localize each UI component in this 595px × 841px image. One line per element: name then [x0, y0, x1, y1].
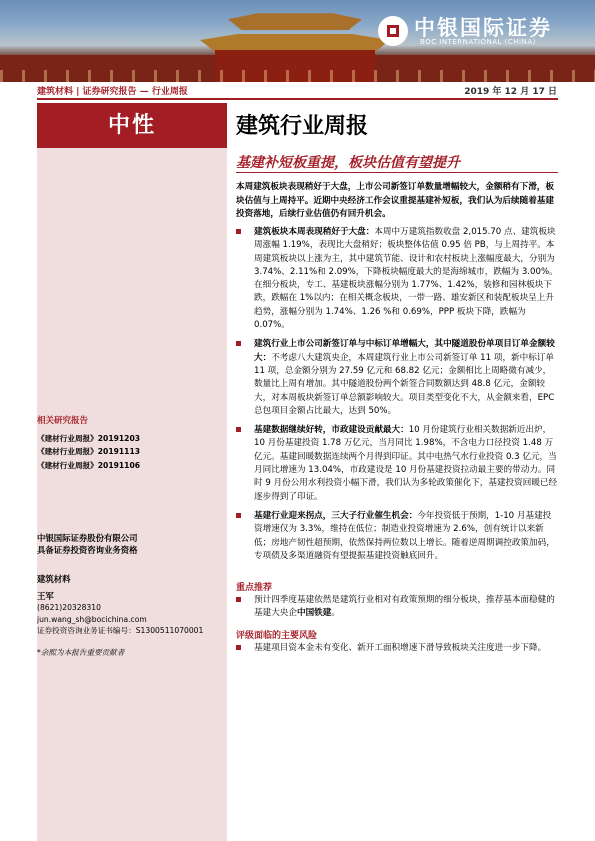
focus-heading: 重点推荐: [236, 583, 273, 593]
page-subtitle: 基建补短板重提，板块估值有望提升: [236, 155, 460, 171]
subtitle-rule: [236, 172, 558, 173]
intro-paragraph: 本周建筑板块表现稍好于大盘，上市公司新签订单数量增幅较大，金额稍有下滑，板块估值与上周持平。近期中央经济工作会议重提基建补短板，我们认为后续随着基建投资落地，后续行业估值仍有回升机会。: [236, 182, 554, 219]
analyst-sector: 建筑材料: [37, 574, 71, 584]
focus-text-post: 。: [331, 608, 340, 619]
bullet-square-icon: [236, 597, 241, 602]
key-point-text: 今年投资低于预期，1-10 月基建投资增速仅为 3.3%，维持在低位；制造业投资增速为 2.6%，创有统计以来新低；房地产韧性超预期，依然保持两位数以上增长。随着逆周期调控政策加码，专项债及多渠道融资有望提振基建投资触底回升。: [254, 510, 555, 561]
brand-name-en: BOC INTERNATIONAL (CHINA): [420, 38, 536, 46]
footnote: *余熙为本报告重要贡献者: [37, 647, 125, 657]
key-point-text: 不考虑八大建筑央企，本周建筑行业上市公司新签订单 11 项，新中标订单 11 项，总金额分别为 27.59 亿元和 68.82 亿元；金额相比上周略微有减少，数量比上周有增加。其中隧道股份两个新签合同数额达到 48.8 亿元，金额较大，对本周板块新签订单总额影响较大。项目类型变化不大，从金额来看，EPC 总包项目金额占比最大，达到 50%。: [254, 352, 555, 416]
company-info: [37, 532, 227, 556]
key-point-lead: 基建行业迎来拐点，三大子行业催生机会：: [254, 510, 418, 521]
key-points: [236, 226, 558, 569]
analyst-phone: (8621)20328310: [37, 603, 101, 612]
breadcrumb: 建筑材料 | 证券研究报告 — 行业周报: [37, 87, 188, 97]
header-rule: [37, 98, 558, 100]
key-point: [236, 226, 558, 332]
risk-text: 基建项目资本金未有变化、新开工面积增速下滑导致板块关注度进一步下降。: [254, 643, 547, 653]
company-qualification: 具备证券投资咨询业务资格: [37, 545, 138, 555]
brand-name-cn: 中银国际证券: [414, 16, 552, 40]
header-banner: [0, 0, 595, 82]
analyst-email[interactable]: jun.wang_sh@bocichina.com: [37, 614, 147, 624]
sidebar: [37, 103, 227, 841]
bullet-square-icon: [236, 427, 241, 432]
key-point: [236, 424, 558, 504]
banner-lamps: [0, 70, 595, 82]
key-point-text: 本周中万建筑指数收盘 2,015.70 点、建筑板块周涨幅 1.19%，表现比大盘稍好；板块整体估值 0.95 倍 PB，与上周持平。本周建筑板块以上涨为主，其中建筑节能、设计和农村板块上涨幅度最大，分别为 3.74%、2.11%和 2.09%，下降板块幅度最大的是海绵城市，跌幅为 3.00%。在细分板块，专工、基建板块涨幅分别为 1.77%、1.42%，装修和园林板块下跌，跌幅在 1%以内；在相关概念板块，一带一路、雄安新区和装配板块呈上升趋势，涨幅分别为 1.74%、1.26 %和 0.69%，PPP 板块下降，跌幅为 0.07%。: [254, 227, 558, 331]
bullet-square-icon: [236, 341, 241, 346]
related-reports-heading: 相关研究报告: [37, 416, 89, 426]
analyst-info: [37, 574, 227, 658]
analyst-license: 证券投资咨询业务证书编号：S1300511070001: [37, 626, 204, 635]
rating-badge: 中性: [37, 103, 227, 148]
bullet-square-icon: [236, 513, 241, 518]
company-name: 中银国际证券股份有限公司: [37, 533, 138, 543]
page-title: 建筑行业周报: [236, 114, 369, 139]
bullet-square-icon: [236, 645, 241, 650]
risk-point: [236, 642, 558, 655]
related-report-item[interactable]: 《建材行业周报》20191203: [37, 433, 141, 443]
boc-logo-icon: [378, 16, 408, 46]
focus-point: [236, 594, 558, 621]
analyst-name: 王军: [37, 590, 54, 601]
key-point-lead: 基建数据继续好转，市政建设贡献最大：: [254, 425, 409, 436]
focus-text-pre: 预计四季度基建依然是建筑行业相对有政策预期的细分板块，推荐基本面稳健的基建大央企: [254, 595, 555, 619]
report-date: 2019 年 12 月 17 日: [464, 87, 557, 97]
focus-text-emph: 中国铁建: [296, 608, 332, 619]
key-point-lead: 建筑板块本周表现稍好于大盘：: [254, 227, 375, 237]
related-report-item[interactable]: 《建材行业周报》20191113: [37, 447, 141, 456]
key-point: [236, 338, 558, 418]
bullet-square-icon: [236, 229, 241, 234]
risk-heading: 评级面临的主要风险: [236, 631, 318, 641]
related-reports: [37, 416, 227, 471]
key-point-text: 10 月份建筑行业相关数据新近出炉，10 月份基建投资 1.78 万亿元，当月同比 1.98%，不含电力口径投资 1.48 万亿元。基建回暖数据连续两个月得到印证。其中电热气水行业投资 0.3 亿元，当月同比增速为 13.04%，市政建设是 10 月份基建投资拉动最主要的带动力。同时 9 月份公用水利投资小幅下滑，我们认为多轮政策催化下，基建投资回暖已经逐步得到了印证。: [254, 425, 558, 502]
key-point: [236, 510, 558, 563]
banner-roof-upper: [228, 6, 362, 30]
key-point-lead: 建筑行业上市公司新签订单与中标订单增幅大，其中隧道股份单项目订单金额较大：: [254, 339, 555, 363]
related-report-item[interactable]: 《建材行业周报》20191106: [37, 460, 141, 470]
